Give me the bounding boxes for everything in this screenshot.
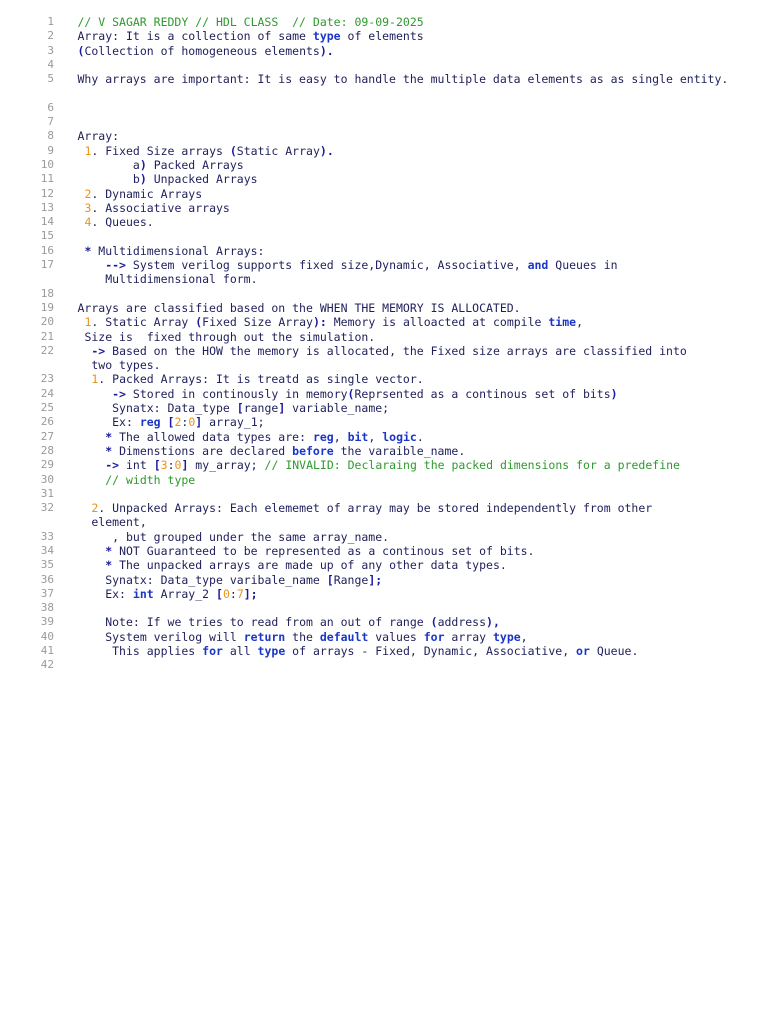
code-token: [78, 558, 106, 572]
code-token: Array_2: [153, 586, 216, 601]
code-token: [78, 387, 113, 401]
code-line: [0, 258, 768, 287]
line-text: [78, 15, 749, 29]
code-token: The allowed data types are:: [112, 429, 313, 444]
line-number: 3: [47, 43, 54, 57]
code-token: . Fixed Size arrays: [91, 143, 230, 158]
code-line: [0, 344, 768, 373]
line-number: 31: [40, 486, 54, 500]
code-token: [78, 501, 92, 515]
code-line: [0, 372, 768, 386]
code-line: [0, 229, 768, 243]
code-token: the varaible_name.: [333, 443, 466, 458]
line-number: 7: [47, 115, 54, 129]
code-token: Note: If we tries to read from an out of range: [77, 615, 431, 630]
line-number: 42: [40, 658, 54, 672]
line-number: 21: [40, 329, 54, 343]
code-line: [0, 658, 768, 672]
line-text: [78, 215, 749, 229]
code-token: System verilog will: [77, 629, 244, 644]
line-number: 22: [40, 343, 54, 357]
code-line: [0, 172, 768, 186]
code-line: [0, 72, 768, 101]
code-line: [0, 101, 768, 115]
line-text: [78, 644, 749, 658]
line-text: [78, 258, 749, 287]
code-token: . Associative arrays: [91, 200, 230, 215]
line-text: [78, 244, 749, 258]
code-token: . Static Array: [91, 315, 196, 330]
code-token: *: [105, 543, 113, 558]
code-token: 0: [174, 458, 182, 473]
code-line: [0, 315, 768, 329]
line-text: [78, 544, 749, 558]
code-token: . Dynamic Arrays: [91, 186, 203, 201]
code-token: 0: [222, 586, 230, 601]
code-token: The unpacked arrays are made up of any other data types.: [112, 558, 507, 573]
code-line: [0, 487, 768, 501]
line-text: [78, 401, 749, 415]
code-token: System verilog supports fixed size,Dynamic, Associative,: [125, 258, 528, 273]
code-token: Ex:: [77, 415, 140, 430]
line-number: 6: [47, 100, 54, 114]
line-text: [78, 501, 749, 530]
line-number: 20: [40, 315, 54, 329]
code-line: [0, 29, 768, 43]
code-token: 1: [84, 315, 92, 330]
code-token: [: [326, 572, 334, 587]
code-line: [0, 630, 768, 644]
line-number: 39: [40, 615, 54, 629]
code-token: Memory is alloacted at compile: [326, 315, 549, 330]
code-token: ):: [312, 315, 327, 330]
code-line: [0, 58, 768, 72]
code-token: of arrays - Fixed, Dynamic, Associative,: [285, 644, 577, 659]
code-token: 2: [174, 415, 182, 430]
line-number: 23: [40, 372, 54, 386]
code-line: [0, 158, 768, 172]
code-token: // V SAGAR REDDY // HDL CLASS // Date: 09-09-2025: [77, 15, 424, 29]
code-token: ->: [105, 458, 120, 473]
code-token: (: [195, 315, 203, 330]
code-line: [0, 15, 768, 29]
code-token: *: [105, 558, 113, 573]
code-line: [0, 129, 768, 143]
line-text: [78, 430, 749, 444]
line-number: 18: [40, 286, 54, 300]
code-token: Size is fixed through out the simulation.: [77, 329, 376, 344]
code-token: // width type: [105, 472, 196, 487]
code-token: Multidimensional Arrays:: [91, 243, 265, 258]
code-token: NOT Guaranteed to be represented as a continous set of bits.: [112, 543, 535, 558]
code-token: Synatx: Data_type varibale_name: [77, 572, 327, 587]
line-text: [78, 615, 749, 629]
code-token: ];: [368, 572, 383, 587]
code-token: :: [167, 458, 175, 473]
code-token: Queues in Multidimensional form.: [105, 258, 618, 287]
line-number: 29: [40, 458, 54, 472]
code-line: [0, 387, 768, 401]
code-token: // INVALID: Declaraing the packed dimensions for a predefine: [264, 458, 680, 473]
line-number: 8: [47, 129, 54, 143]
code-token: array_1;: [202, 415, 265, 430]
line-text: [78, 330, 749, 344]
line-text: [78, 158, 749, 172]
line-number: 13: [40, 200, 54, 214]
line-number: 11: [40, 172, 54, 186]
code-token: array: [444, 629, 493, 644]
code-token: . Unpacked Arrays: Each elememet of array may be stored independently from other element,: [91, 501, 653, 530]
code-token: :: [229, 586, 237, 601]
code-token: ).: [319, 43, 334, 58]
code-line: [0, 601, 768, 615]
code-token: Array: It is a collection of same: [77, 29, 313, 44]
code-line: [0, 187, 768, 201]
line-text: [78, 344, 749, 373]
code-token: Ex:: [77, 586, 133, 601]
code-line: [0, 401, 768, 415]
code-line: [0, 501, 768, 530]
code-token: a: [77, 157, 140, 172]
code-token: ]: [278, 401, 286, 416]
code-token: of elements: [340, 29, 424, 44]
code-token: b: [77, 172, 140, 187]
code-token: [161, 415, 168, 429]
code-token: 3: [84, 200, 92, 215]
line-number: 37: [40, 586, 54, 600]
code-token: Based on the HOW the memory is allocated, the Fixed size arrays are classified into two types.: [91, 343, 687, 373]
code-line: [0, 301, 768, 315]
line-text: [78, 587, 749, 601]
line-text: [78, 372, 749, 386]
code-line: [0, 430, 768, 444]
line-text: [78, 301, 749, 315]
code-token: 1: [91, 372, 99, 387]
code-token: my_array;: [188, 458, 265, 473]
code-token: type: [492, 629, 521, 644]
code-token: [78, 458, 106, 472]
code-token: [: [216, 586, 223, 601]
code-line: [0, 530, 768, 544]
code-token: and: [527, 258, 549, 273]
line-number: 2: [47, 29, 54, 43]
line-number: 9: [47, 143, 54, 157]
code-token: Packed Arrays: [146, 157, 244, 172]
code-token: ,: [333, 429, 348, 444]
code-token: 4: [84, 215, 92, 230]
code-token: int: [132, 586, 154, 601]
code-token: type: [312, 29, 341, 44]
code-token: Arrays are classified based on the WHEN THE MEMORY IS ALLOCATED.: [77, 300, 521, 315]
code-line: [0, 215, 768, 229]
line-number: 27: [40, 429, 54, 443]
code-line: [0, 115, 768, 129]
line-text: [78, 530, 749, 544]
code-token: ,: [368, 429, 383, 444]
code-token: Why arrays are important: It is easy to handle the multiple data elements as as single entity.: [77, 72, 729, 87]
code-token: [78, 544, 106, 558]
line-text: [78, 129, 749, 143]
line-number: 10: [40, 157, 54, 171]
code-token: ->: [112, 386, 126, 401]
line-text: [78, 387, 749, 401]
line-number: 34: [40, 543, 54, 557]
code-line: [0, 558, 768, 572]
code-line: [0, 615, 768, 629]
line-text: [78, 558, 749, 572]
code-line: [0, 573, 768, 587]
code-token: Queue.: [589, 644, 639, 659]
line-text: [78, 187, 749, 201]
line-text: [78, 473, 749, 487]
code-token: address: [437, 615, 487, 630]
line-number: 41: [40, 644, 54, 658]
code-token: default: [319, 629, 369, 644]
line-text: [78, 444, 749, 458]
code-token: ,: [520, 629, 528, 644]
code-line: [0, 544, 768, 558]
line-text: [78, 201, 749, 215]
line-text: [78, 315, 749, 329]
code-line: [0, 201, 768, 215]
code-token: ): [610, 386, 618, 401]
line-text: [78, 29, 749, 43]
line-text: [78, 44, 749, 58]
code-token: (: [229, 143, 237, 158]
code-token: .: [416, 429, 424, 444]
code-token: ]: [181, 458, 189, 473]
code-token: 3: [160, 458, 168, 473]
code-token: int: [119, 458, 154, 473]
code-token: ).: [319, 143, 334, 158]
code-line: [0, 473, 768, 487]
code-token: time: [548, 315, 577, 330]
code-token: *: [105, 429, 113, 444]
code-token: :: [181, 415, 189, 430]
line-number: 35: [40, 558, 54, 572]
line-number: 28: [40, 443, 54, 457]
code-token: ]: [195, 415, 203, 430]
line-number: 36: [40, 572, 54, 586]
code-token: Collection of homogeneous elements: [84, 43, 320, 58]
code-line: [0, 244, 768, 258]
line-text: [78, 172, 749, 186]
code-token: reg: [139, 415, 161, 430]
code-token: (: [77, 43, 85, 58]
code-token: Static Array: [236, 143, 320, 158]
code-line: [0, 458, 768, 472]
line-number: 12: [40, 186, 54, 200]
line-text: [78, 144, 749, 158]
code-token: range: [243, 401, 279, 416]
code-token: [: [236, 401, 244, 416]
code-editor[interactable]: [0, 15, 768, 673]
code-token: . Packed Arrays: It is treatd as single vector.: [98, 372, 424, 387]
code-token: [78, 372, 92, 386]
code-line: [0, 415, 768, 429]
line-number: 15: [40, 229, 54, 243]
code-token: the: [285, 629, 320, 644]
code-token: 2: [91, 501, 99, 516]
code-token: return: [243, 629, 286, 644]
code-token: before: [292, 443, 334, 458]
code-token: values: [368, 629, 424, 644]
code-token: ),: [486, 615, 500, 630]
line-number: 4: [47, 57, 54, 71]
line-number: 24: [40, 386, 54, 400]
code-line: [0, 587, 768, 601]
code-token: 1: [84, 143, 92, 158]
code-token: 7: [236, 586, 244, 601]
line-number: 19: [40, 300, 54, 314]
line-number: 40: [40, 629, 54, 643]
code-token: *: [84, 243, 92, 258]
code-token: for: [202, 644, 223, 659]
code-token: (: [347, 386, 355, 401]
code-token: Array:: [77, 129, 120, 144]
line-number: 5: [47, 72, 54, 86]
code-line: [0, 330, 768, 344]
code-line: [0, 644, 768, 658]
code-token: Synatx: Data_type: [77, 401, 237, 416]
code-token: ,: [576, 315, 584, 330]
line-number: 16: [40, 243, 54, 257]
code-token: 0: [188, 415, 196, 430]
line-number: 17: [40, 258, 54, 272]
code-token: Dimenstions are declared: [112, 443, 293, 458]
code-token: variable_name;: [285, 401, 390, 416]
code-token: (: [430, 615, 438, 630]
code-token: [78, 258, 106, 272]
code-token: bit: [347, 429, 369, 444]
code-token: Range: [333, 572, 369, 587]
line-number: 32: [40, 501, 54, 515]
code-line: [0, 44, 768, 58]
code-token: Stored in continously in memory: [125, 386, 348, 401]
line-number: 14: [40, 215, 54, 229]
line-number: 38: [40, 601, 54, 615]
code-token: Fixed Size Array: [202, 315, 313, 330]
line-number: 30: [40, 472, 54, 486]
code-token: [: [167, 415, 175, 430]
code-line: [0, 287, 768, 301]
code-token: ): [139, 172, 147, 187]
code-token: logic: [382, 429, 417, 444]
code-token: all: [222, 644, 258, 659]
code-token: . Queues.: [91, 215, 154, 230]
code-token: -->: [105, 258, 126, 273]
line-number: 26: [40, 415, 54, 429]
code-token: *: [105, 443, 113, 458]
code-token: Reprsented as a continous set of bits: [354, 386, 611, 401]
line-text: [78, 415, 749, 429]
code-token: ];: [243, 586, 258, 601]
code-token: reg: [312, 429, 334, 444]
code-token: 2: [84, 186, 92, 201]
code-token: ): [139, 157, 147, 172]
code-token: [78, 444, 106, 458]
code-token: , but grouped under the same array_name.: [77, 529, 390, 544]
code-token: ->: [91, 343, 106, 358]
code-token: This applies: [77, 644, 203, 659]
code-token: [78, 344, 92, 358]
line-number: 33: [40, 529, 54, 543]
code-token: Unpacked Arrays: [146, 172, 258, 187]
code-token: for: [423, 629, 445, 644]
code-line: [0, 444, 768, 458]
code-token: or: [576, 644, 590, 659]
code-token: [78, 430, 106, 444]
code-line: [0, 144, 768, 158]
line-text: [78, 573, 749, 587]
code-token: [78, 473, 106, 487]
line-number: 1: [47, 15, 54, 28]
code-token: type: [257, 644, 286, 659]
code-token: [: [153, 458, 161, 473]
line-number: 25: [40, 401, 54, 415]
line-text: [78, 630, 749, 644]
line-text: [78, 458, 749, 472]
line-text: [78, 72, 749, 86]
